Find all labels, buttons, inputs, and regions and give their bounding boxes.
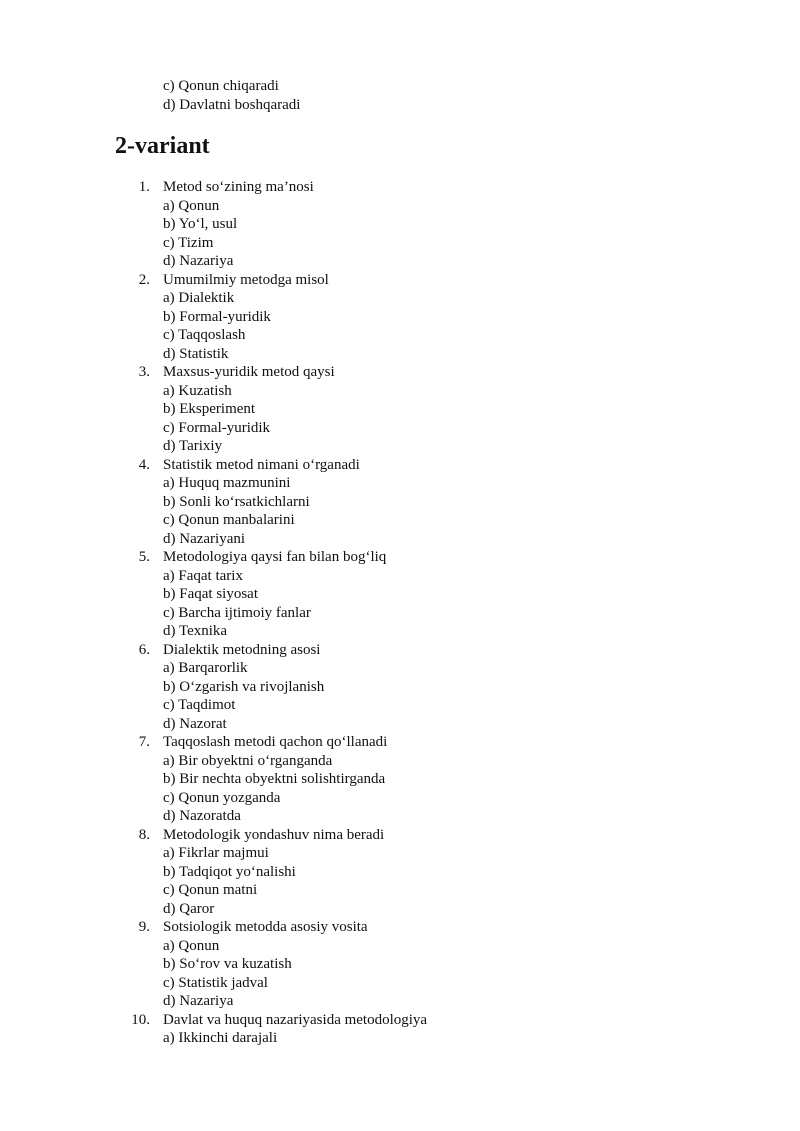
question-item bbox=[0, 271, 800, 364]
answer-option: d) Statistik bbox=[163, 345, 229, 362]
question-row bbox=[0, 456, 800, 475]
answer-option: a) Faqat tarix bbox=[163, 567, 243, 584]
answer-option: b) Bir nechta obyektni solishtirganda bbox=[163, 771, 386, 787]
question-item bbox=[0, 641, 800, 734]
question-row bbox=[0, 363, 800, 382]
question-item bbox=[0, 178, 800, 271]
question-number: 10. bbox=[131, 1011, 150, 1028]
question-item bbox=[0, 918, 800, 1011]
answer-option: d) Texnika bbox=[163, 623, 228, 639]
question-row bbox=[0, 641, 800, 660]
option-c: c) Qonun chiqaradi bbox=[163, 78, 279, 94]
answer-option: d) Nazorat bbox=[163, 715, 227, 732]
question-item bbox=[0, 363, 800, 456]
question-text: Dialektik metodning asosi bbox=[163, 641, 321, 658]
question-text: Maxsus-yuridik metod qaysi bbox=[163, 364, 335, 380]
answer-option: b) Yo‘l, usul bbox=[163, 216, 238, 232]
answer-option: c) Taqdimot bbox=[163, 697, 236, 713]
answer-option: c) Qonun yozganda bbox=[163, 789, 281, 806]
answer-option: c) Statistik jadval bbox=[163, 974, 268, 991]
question-number: 1. bbox=[138, 179, 150, 195]
question-row bbox=[0, 548, 800, 567]
question-text: Metodologiya qaysi fan bilan bog‘liq bbox=[163, 549, 387, 565]
question-item bbox=[0, 1011, 800, 1048]
question-list bbox=[0, 178, 800, 1048]
answer-option: b) Faqat siyosat bbox=[163, 586, 258, 602]
answer-option: a) Ikkinchi darajali bbox=[163, 1030, 278, 1046]
question-row bbox=[0, 918, 800, 937]
question-row bbox=[0, 826, 800, 845]
option-d: d) Davlatni boshqaradi bbox=[163, 96, 301, 113]
answer-option: b) Formal-yuridik bbox=[163, 308, 271, 325]
answer-option: b) Eksperiment bbox=[163, 401, 256, 417]
answer-option: b) So‘rov va kuzatish bbox=[163, 956, 292, 972]
question-number: 3. bbox=[138, 364, 150, 380]
answer-option: d) Nazariya bbox=[163, 993, 234, 1009]
answer-option: c) Tizim bbox=[163, 234, 214, 251]
question-row bbox=[0, 271, 800, 290]
question-text: Metodologik yondashuv nima beradi bbox=[163, 826, 385, 843]
answer-option: a) Dialektik bbox=[163, 290, 235, 306]
question-number: 4. bbox=[138, 456, 150, 473]
question-item bbox=[0, 733, 800, 826]
answer-option: a) Kuzatish bbox=[163, 382, 232, 399]
question-number: 8. bbox=[138, 826, 150, 843]
answer-option: a) Huquq mazmunini bbox=[163, 475, 291, 491]
answer-option: c) Barcha ijtimoiy fanlar bbox=[163, 604, 311, 621]
question-item bbox=[0, 548, 800, 641]
question-row bbox=[0, 1011, 800, 1030]
answer-option: a) Qonun bbox=[163, 937, 220, 954]
question-number: 9. bbox=[138, 919, 150, 935]
answer-option: d) Nazariyani bbox=[163, 530, 246, 547]
question-row bbox=[0, 178, 800, 197]
question-number: 5. bbox=[138, 549, 150, 565]
question-text: Statistik metod nimani o‘rganadi bbox=[163, 456, 360, 473]
answer-option: b) Tadqiqot yo‘nalishi bbox=[163, 863, 296, 880]
question-text: Umumilmiy metodga misol bbox=[163, 271, 329, 288]
answer-option: d) Nazariya bbox=[163, 253, 234, 269]
question-number: 6. bbox=[138, 641, 150, 658]
question-text: Metod so‘zining ma’nosi bbox=[163, 179, 314, 195]
variant-heading: 2-variant bbox=[115, 133, 210, 159]
question-number: 2. bbox=[138, 271, 150, 288]
question-item bbox=[0, 456, 800, 549]
answer-option: d) Tarixiy bbox=[163, 438, 223, 454]
question-text: Davlat va huquq nazariyasida metodologiya bbox=[163, 1011, 428, 1028]
answer-option: b) Sonli ko‘rsatkichlarni bbox=[163, 493, 310, 510]
answer-option: c) Qonun manbalarini bbox=[163, 512, 295, 528]
question-text: Sotsiologik metodda asosiy vosita bbox=[163, 919, 368, 935]
question-item bbox=[0, 826, 800, 919]
question-text: Taqqoslash metodi qachon qo‘llanadi bbox=[163, 734, 388, 750]
answer-option: d) Nazoratda bbox=[163, 808, 241, 824]
answer-option: c) Taqqoslash bbox=[163, 327, 246, 343]
answer-option: b) O‘zgarish va rivojlanish bbox=[163, 678, 325, 695]
answer-option: a) Barqarorlik bbox=[163, 660, 248, 676]
question-number: 7. bbox=[138, 734, 150, 750]
answer-option: c) Formal-yuridik bbox=[163, 419, 271, 436]
previous-question-options bbox=[163, 77, 300, 114]
answer-option: c) Qonun matni bbox=[163, 882, 258, 898]
answer-option: a) Qonun bbox=[163, 197, 220, 214]
answer-option: a) Bir obyektni o‘rganganda bbox=[163, 752, 333, 769]
question-row bbox=[0, 733, 800, 752]
answer-option: d) Qaror bbox=[163, 900, 215, 917]
answer-option: a) Fikrlar majmui bbox=[163, 845, 269, 861]
